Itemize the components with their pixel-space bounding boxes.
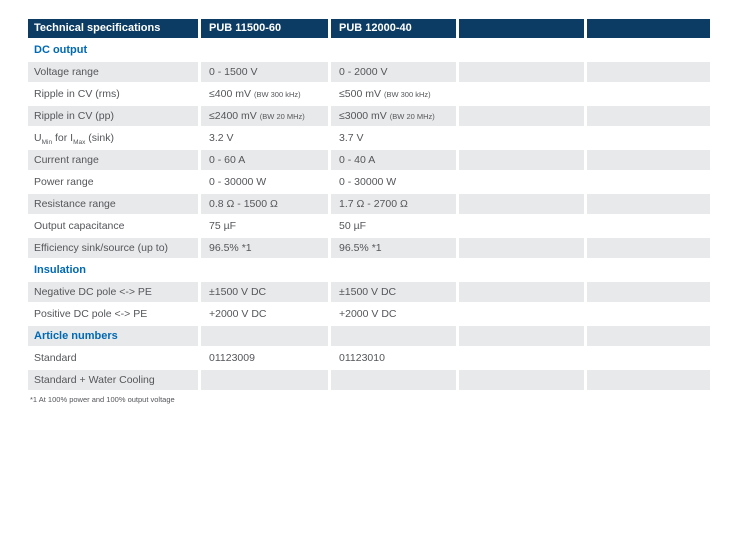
spec-value-col3: 1.7 Ω - 2700 Ω <box>331 194 456 214</box>
spec-value-col2: 96.5% *1 <box>201 238 328 258</box>
row-umin-for-imax-sink <box>28 128 710 148</box>
empty-cell-col5 <box>587 106 710 126</box>
header-cell-pub-12000-40: PUB 12000-40 <box>331 19 456 38</box>
section-row-article-numbers <box>28 326 710 346</box>
spec-label: Negative DC pole <-> PE <box>28 282 198 302</box>
section-row-insulation <box>28 260 710 280</box>
spec-value-col3: 96.5% *1 <box>331 238 456 258</box>
empty-cell-col4 <box>459 128 584 148</box>
spec-value-col3 <box>331 370 456 390</box>
spec-label: Ripple in CV (rms) <box>34 88 120 100</box>
spec-value-col3: 0 - 40 A <box>331 150 456 170</box>
spec-value-col3: 3.7 V <box>339 132 364 144</box>
spec-value-col3: ±1500 V DC <box>331 282 456 302</box>
spec-value-col2: ≤400 mV (BW 300 kHz) <box>209 88 301 100</box>
empty-cell-col4 <box>459 370 584 390</box>
section-title: DC output <box>34 44 88 56</box>
spec-value-col3: ≤500 mV (BW 300 kHz) <box>339 88 431 100</box>
spec-value-col3: 0 - 30000 W <box>339 176 397 188</box>
empty-cell <box>201 326 328 346</box>
empty-cell <box>587 40 710 60</box>
header-cell-title: Technical specifications <box>28 19 198 38</box>
row-output-capacitance <box>28 216 710 236</box>
footnote: *1 At 100% power and 100% output voltage <box>30 395 175 404</box>
bandwidth-note: (BW 20 MHz) <box>389 112 435 121</box>
empty-cell-col5 <box>587 370 710 390</box>
empty-cell-col4 <box>459 62 584 82</box>
empty-cell-col4 <box>459 348 584 368</box>
empty-cell-col5 <box>587 282 710 302</box>
bandwidth-note: (BW 300 kHz) <box>383 90 431 99</box>
header-row <box>28 19 710 38</box>
spec-value-col2: ≤2400 mV (BW 20 MHz) <box>201 106 328 126</box>
spec-label: Efficiency sink/source (up to) <box>28 238 198 258</box>
spec-label: Voltage range <box>28 62 198 82</box>
header-cell-pub-11500-60: PUB 11500-60 <box>201 19 328 38</box>
spec-value-col2 <box>201 370 328 390</box>
spec-value-col2: ±1500 V DC <box>201 282 328 302</box>
row-current-range <box>28 150 710 170</box>
header-cell-empty-2 <box>587 19 710 38</box>
empty-cell-col5 <box>587 84 710 104</box>
spec-label: Positive DC pole <-> PE <box>34 308 148 320</box>
spec-label: Current range <box>28 150 198 170</box>
row-voltage-range <box>28 62 710 82</box>
empty-cell-col5 <box>587 348 710 368</box>
empty-cell-col5 <box>587 172 710 192</box>
spec-value-col3: ≤3000 mV (BW 20 MHz) <box>331 106 456 126</box>
empty-cell <box>459 260 584 280</box>
empty-cell <box>459 326 584 346</box>
bandwidth-note: (BW 20 MHz) <box>259 112 305 121</box>
empty-cell-col5 <box>587 194 710 214</box>
empty-cell-col5 <box>587 128 710 148</box>
row-standard <box>28 348 710 368</box>
empty-cell-col5 <box>587 150 710 170</box>
empty-cell-col5 <box>587 62 710 82</box>
spec-value-col2: 01123009 <box>209 352 255 364</box>
row-ripple-cv-pp <box>28 106 710 126</box>
spec-value-col3: +2000 V DC <box>339 308 397 320</box>
empty-cell-col4 <box>459 172 584 192</box>
bandwidth-note: (BW 300 kHz) <box>253 90 301 99</box>
empty-cell <box>201 260 328 280</box>
empty-cell-col5 <box>587 238 710 258</box>
row-negative-dc-pole-pe <box>28 282 710 302</box>
spec-value-col3: 01123010 <box>339 352 385 364</box>
spec-value-col2: 0 - 60 A <box>201 150 328 170</box>
empty-cell <box>459 40 584 60</box>
spec-value-col2: 0 - 1500 V <box>201 62 328 82</box>
empty-cell-col4 <box>459 216 584 236</box>
empty-cell-col4 <box>459 304 584 324</box>
spec-label: $U_{Min}$ for $I_{Max}$ (sink) <box>34 132 114 147</box>
empty-cell-col4 <box>459 238 584 258</box>
spec-value-col2: 75 µF <box>209 220 237 232</box>
empty-cell <box>201 40 328 60</box>
empty-cell <box>587 260 710 280</box>
row-standard-water-cooling <box>28 370 710 390</box>
empty-cell <box>587 326 710 346</box>
empty-cell-col4 <box>459 106 584 126</box>
header-cell-empty-1 <box>459 19 584 38</box>
empty-cell-col5 <box>587 304 710 324</box>
spec-label: Power range <box>34 176 94 188</box>
spec-label: Ripple in CV (pp) <box>28 106 198 126</box>
empty-cell <box>331 40 456 60</box>
spec-value-col2: 3.2 V <box>209 132 234 144</box>
empty-cell-col4 <box>459 194 584 214</box>
empty-cell-col4 <box>459 84 584 104</box>
empty-cell-col4 <box>459 150 584 170</box>
spec-value-col2: +2000 V DC <box>209 308 267 320</box>
spec-value-col3: 0 - 2000 V <box>331 62 456 82</box>
row-ripple-cv-rms <box>28 84 710 104</box>
spec-table <box>28 19 710 390</box>
spec-label: Resistance range <box>28 194 198 214</box>
spec-value-col2: 0.8 Ω - 1500 Ω <box>201 194 328 214</box>
empty-cell-col5 <box>587 216 710 236</box>
spec-value-col2: 0 - 30000 W <box>209 176 267 188</box>
spec-label: Output capacitance <box>34 220 125 232</box>
row-positive-dc-pole-pe <box>28 304 710 324</box>
empty-cell <box>331 260 456 280</box>
section-row-dc-output <box>28 40 710 60</box>
empty-cell <box>331 326 456 346</box>
spec-label: Standard <box>34 352 77 364</box>
spec-label: Standard + Water Cooling <box>28 370 198 390</box>
row-power-range <box>28 172 710 192</box>
section-title: Article numbers <box>28 326 198 346</box>
spec-value-col3: 50 µF <box>339 220 367 232</box>
empty-cell-col4 <box>459 282 584 302</box>
row-efficiency-sink-source <box>28 238 710 258</box>
row-resistance-range <box>28 194 710 214</box>
section-title: Insulation <box>34 264 86 276</box>
